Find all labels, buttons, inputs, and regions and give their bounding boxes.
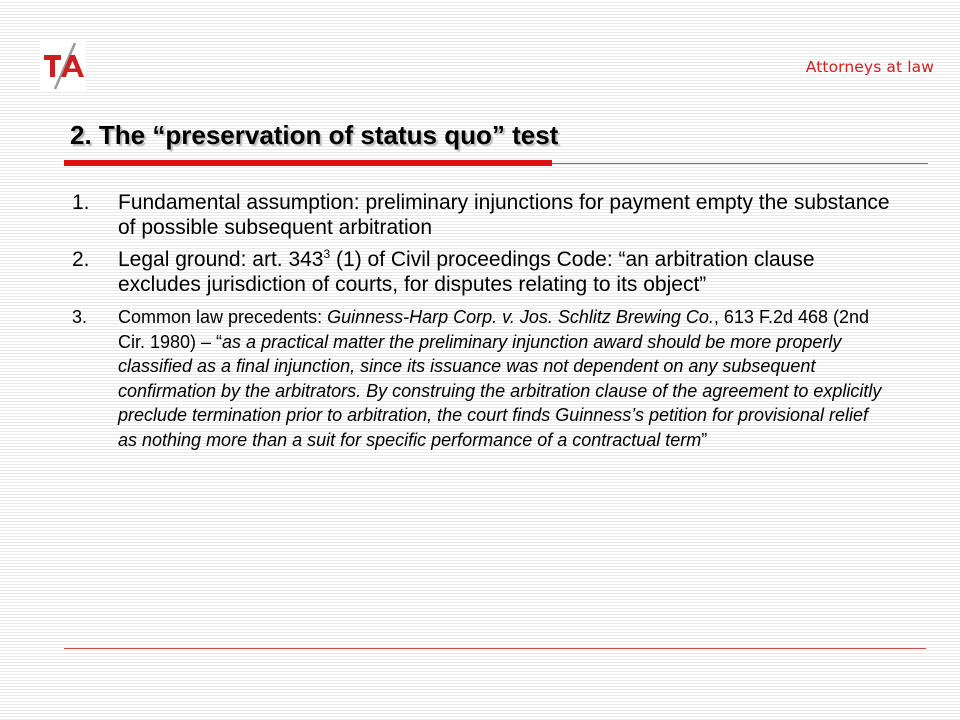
list-item xyxy=(72,305,892,452)
logo-mark xyxy=(40,40,86,92)
list-item xyxy=(72,190,892,240)
item-number: 2. xyxy=(72,248,90,271)
slide-title: 2. The “preservation of status quo” test xyxy=(70,120,559,150)
closing-quote: ” xyxy=(701,429,708,450)
case-citation: , 613 F.2d 468 (2nd Cir. 1980) – “ xyxy=(118,307,870,352)
title-divider xyxy=(552,163,928,164)
footer-divider xyxy=(64,648,926,649)
item-number: 3. xyxy=(72,307,88,327)
case-quote: as a practical matter the preliminary injunction award should be more properly classified as a final injunction, since its issuance was not dependent on any subsequent confirmation by the arbitrators. By construing the arbitration clause of the agreement to explicitly preclude termination prior to arbitration, the court finds Guinness’s petition for provisional relief as nothing more than a suit for specific performance of a contractual term xyxy=(118,331,882,450)
item-text xyxy=(118,307,881,450)
item-text-before: Legal ground: art. 343 xyxy=(118,248,324,271)
slide-body xyxy=(72,190,892,452)
list-item xyxy=(72,247,892,297)
company-logo xyxy=(40,40,86,92)
tagline: Attorneys at law xyxy=(805,58,934,76)
item-text-after: (1) of Civil proceedings Code: “an arbitration clause excludes jurisdiction of courts, for disputes relating to its object” xyxy=(118,248,815,296)
title-accent-bar xyxy=(64,160,552,166)
item-number: 1. xyxy=(72,191,90,214)
item-text xyxy=(118,248,815,296)
item-text: Fundamental assumption: preliminary injunctions for payment empty the substance of possible subsequent arbitration xyxy=(118,191,890,239)
item-intro: Common law precedents: xyxy=(118,307,328,327)
case-name: Guinness-Harp Corp. v. Jos. Schlitz Brewing Co. xyxy=(327,307,714,327)
article-superscript: 3 xyxy=(323,247,331,261)
